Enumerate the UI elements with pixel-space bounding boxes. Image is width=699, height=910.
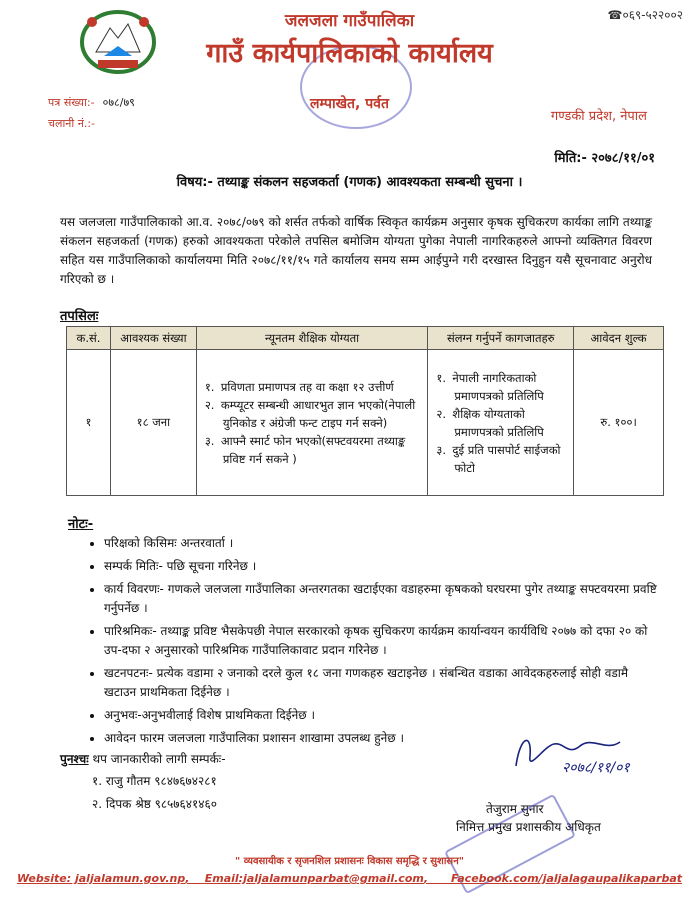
item-text: कम्प्यूटर सम्बन्धी आधारभुत ज्ञान भएको(नेपाली युनिकोड र अंग्रेजी फन्ट टाइप गर्न सक्ने) xyxy=(220,397,416,430)
website-link[interactable]: Website: jaljalamun.gov.np xyxy=(16,872,186,885)
requirements-table xyxy=(66,326,664,496)
signer-name: तेजुराम सुनार xyxy=(486,802,544,816)
cell-documents xyxy=(428,350,574,496)
note-item: • सम्पर्क मितिः- पछि सूचना गरिनेछ । xyxy=(104,557,664,576)
item-text: शैक्षिक योग्यताको प्रमाणपत्रको प्रतिलिपि xyxy=(452,406,544,439)
email-link[interactable]: Email:jaljalamunparbat@gmail.com xyxy=(204,872,424,885)
details-label: तपसिलः xyxy=(60,309,99,324)
dispatch-number-label: चलानी नं.:- xyxy=(48,117,96,130)
contact-person: १. राजु गौतम ९८४७६७४२८१ xyxy=(92,774,217,788)
contact-intro: थप जानकारीको लागी सम्पर्कः- xyxy=(92,752,226,766)
office-address: लम्पाखेत, पर्वत xyxy=(310,96,389,112)
phone-number: ☎०६९-५२२००२ xyxy=(607,8,683,22)
signer-title: निमित्त प्रमुख प्रशासकीय अधिकृत xyxy=(456,820,601,834)
header-count: आवश्यक संख्या xyxy=(110,327,196,350)
item-number: २. xyxy=(204,397,215,412)
item-number: १. xyxy=(436,370,447,385)
province-label: गण्डकी प्रदेश, नेपाल xyxy=(550,109,647,124)
qualification-item xyxy=(204,378,424,396)
notice-subject: विषय:- तथ्याङ्क संकलन सहजकर्ता (गणक) आवश्यकता सम्बन्धी सुचना । xyxy=(176,175,523,190)
item-text: आफ्नै स्मार्ट फोन भएको(सफ्टवयरमा तथ्याङ्क प्रविष्ट गर्न सकने ) xyxy=(220,433,406,466)
header-sn: क.सं. xyxy=(67,327,111,350)
document-item xyxy=(436,369,569,405)
signature xyxy=(510,722,660,782)
footer-contacts: Website: jaljalamun.gov.np, Email:jaljalamunparbat@gmail.com, Facebook.com/jaljalagaupalikaparbat xyxy=(16,872,683,885)
note-item: • कार्य विवरणः- गणकले जलजला गाउँपालिका अन्तरगतका खटाईएका वडाहरुमा कृषकको घरघरमा पुगेर तथ्याङ्क सफ्टवयरमा प्रवष्टि गर्नुपर्नेछ । xyxy=(104,580,664,618)
signature-date: २०७८/११/०१ xyxy=(562,760,630,776)
item-number: ३. xyxy=(204,433,215,448)
document-item xyxy=(436,441,569,477)
qualification-item xyxy=(204,432,424,468)
contact-person: २. दिपक श्रेष्ठ ९८५७६४१४६० xyxy=(92,797,217,811)
note-item: • खटनपटनः- प्रत्येक वडामा २ जनाको दरले कुल १८ जना गणकहरु खटाइनेछ । संबन्धित वडाका आवेदकहरुलाई सोही वडामै खटाउन प्राथमिकता दिईनेछ । xyxy=(104,664,664,702)
header-qualification: न्यूनतम शैक्षिक योग्यता xyxy=(196,327,428,350)
item-text: दुई प्रति पासपोर्ट साईजको फोटो xyxy=(452,442,561,475)
notice-date: मिति:- २०७८/११/०१ xyxy=(554,151,655,166)
office-name: जलजला गाउँपालिका xyxy=(284,11,415,31)
item-number: २. xyxy=(436,406,447,421)
notice-body: यस जलजला गाउँपालिकाको आ.व. २०७८/०७९ को शर्सत तर्फको वार्षिक स्विकृत कार्यक्रम अनुसार कृषक सुचिकरण कार्यका लागि तथ्याङ्क संकलन सहजकर्ता (गणक) हरुको आवश्यकता परेकोले तपसिल बमोजिम योग्यता पुगेका नेपाली नागरिकहरुले आफ्नो व्यक्तिगत विवरण सहित यस गाउँपालिकाको कार्यालयमा मिति २०७८/११/१५ गते कार्यालय समय सम्म आईपुग्ने गरी दरखास्त दिनुहुन यसै सूचनावाट अनुरोध गरिएको छ । xyxy=(60,215,652,286)
reference-value: ०७८/७९ xyxy=(102,96,135,109)
cell-sn: १ xyxy=(67,350,111,496)
cell-count: १८ जना xyxy=(110,350,196,496)
document-item xyxy=(436,405,569,441)
notes-list xyxy=(86,534,664,752)
item-number: १. xyxy=(204,379,215,394)
note-item: • अनुभवः-अनुभवीलाई विशेष प्राथमिकता दिईनेछ । xyxy=(104,706,664,725)
reference-number xyxy=(48,95,135,110)
table-row xyxy=(67,350,664,496)
item-text: प्रविणता प्रमाणपत्र तह वा कक्षा १२ उत्तीर्ण xyxy=(220,379,394,394)
note-item: • आवेदन फारम जलजला गाउँपालिका प्रशासन शाखामा उपलब्ध हुनेछ । xyxy=(104,729,664,748)
header-fee: आवेदन शुल्क xyxy=(574,327,664,350)
cell-qualifications xyxy=(196,350,428,496)
item-text: नेपाली नागरिकताको प्रमाणपत्रको प्रतिलिपि xyxy=(452,370,544,403)
note-item: • परिक्षको किसिमः अन्तरवार्ता । xyxy=(104,534,664,553)
footer-motto: " व्यवसायीक र सृजनशिल प्रशासनः विकास समृद्धि र सुशासन" xyxy=(235,856,464,867)
table-header-row xyxy=(67,327,664,350)
header-documents: संलग्न गर्नुपर्ने कागजातहरु xyxy=(428,327,574,350)
contact-section xyxy=(60,750,226,767)
cell-fee: रु. १००। xyxy=(574,350,664,496)
reference-label: पत्र संख्या:- xyxy=(48,96,95,109)
item-number: ३. xyxy=(436,442,447,457)
qualification-item xyxy=(204,396,424,432)
note-item: • पारिश्रमिकः- तथ्याङ्क प्रविष्ट भैसकेपछी नेपाल सरकारको कृषक सुचिकरण कार्यक्रम कार्यान्वयन कार्यविधि २०७७ को दफा २० को उप-दफा २ अनुसारको पारिश्रमिक गाउँपालिकावाट प्रदान गरिनेछ । xyxy=(104,622,664,660)
signature-scribble xyxy=(510,722,660,782)
facebook-link[interactable]: Facebook.com/jaljalagaupalikaparbat xyxy=(451,872,683,885)
notes-label: नोटः- xyxy=(68,517,94,532)
postscript-label: पुनश्चः xyxy=(60,752,89,766)
office-title: गाउँ कार्यपालिकाको कार्यालय xyxy=(206,38,493,69)
